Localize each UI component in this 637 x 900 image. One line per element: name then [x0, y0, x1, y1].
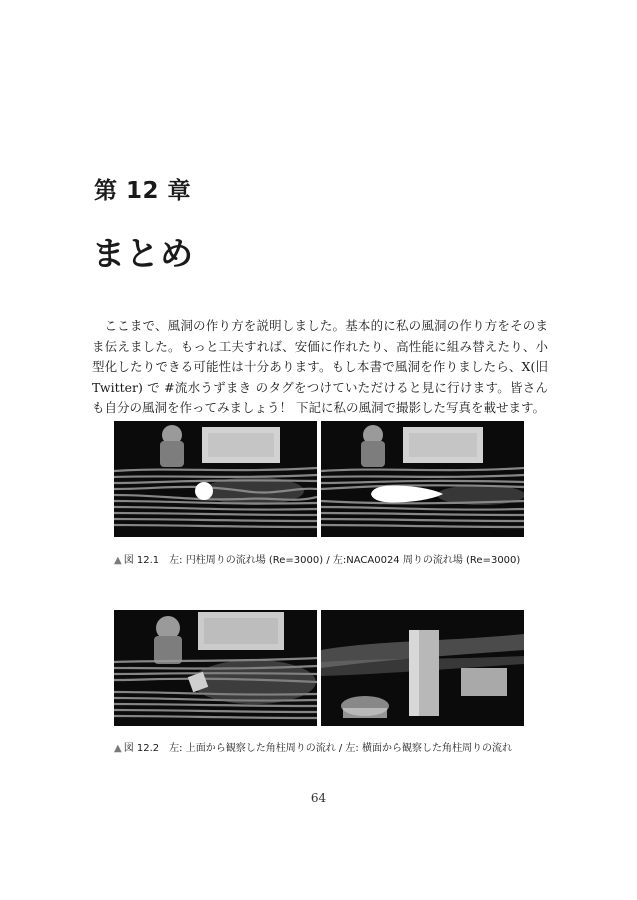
body-text: [92, 316, 548, 419]
airfoil-flow-photo: [321, 421, 524, 537]
caption-text: 図 12.1 左: 円柱周りの流れ場 (Re=3000) / 左:NACA0024 周りの流れ場 (Re=3000): [123, 555, 521, 566]
cylinder-flow-photo: [114, 421, 317, 537]
square-prism-side-photo: [321, 610, 524, 726]
caption-text: 図 12.2 左: 上面から観察した角柱周りの流れ / 左: 横面から観察した角柱周りの流れ: [123, 743, 512, 754]
figure-12-2: [114, 610, 524, 726]
chapter-title: まとめ: [92, 234, 194, 273]
chapter-number: 第 12 章: [94, 178, 192, 204]
body-paragraph: ここまで、風洞の作り方を説明しました。基本的に私の風洞の作り方をそのまま伝えました。もっと工夫すれば、安価に作れたり、高性能に組み替えたり、小型化したりできる可能性は十分あります。もし本書で風洞を作りましたら、X(旧 Twitter) で #流水うずまき のタグをつけていただけると見に行けます。皆さんも自分の風洞を作ってみましょう！ 下記に私の風洞で撮影した写真を載せます。: [92, 318, 548, 415]
figure-12-2-caption: [114, 739, 534, 754]
page-number: 64: [310, 791, 327, 805]
triangle-marker-icon: ▲: [114, 555, 122, 566]
figure-12-1-caption: [114, 551, 534, 566]
triangle-marker-icon: ▲: [114, 743, 122, 754]
figure-12-1: [114, 421, 524, 537]
square-prism-top-photo: [114, 610, 317, 726]
